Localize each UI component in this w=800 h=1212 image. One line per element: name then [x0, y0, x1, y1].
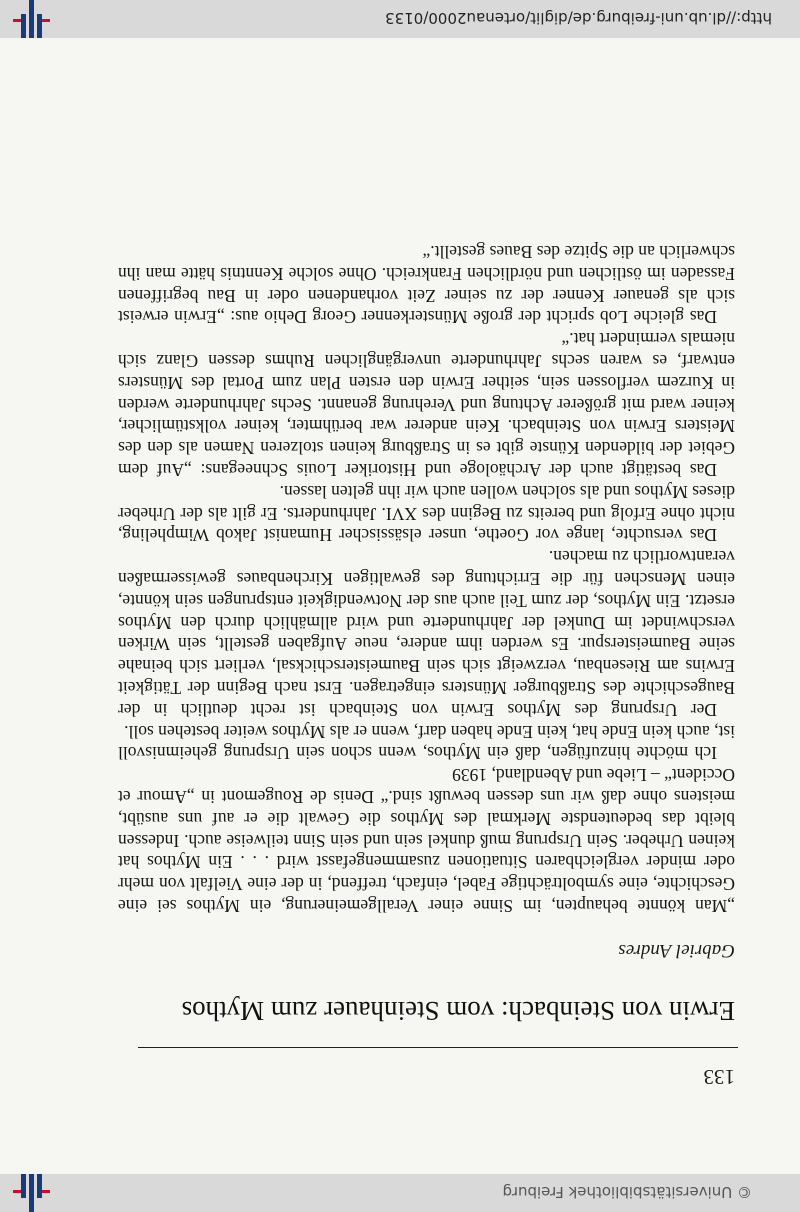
body-paragraph: „Man könnte behaupten, im Sinne einer Verallgemeinerung, ein Mythos sei eine Geschichte, eine symbolträchtige Fabel, einfach, treffend, in der eine Vielfalt von mehr oder minder vergleichbaren Situationen zusammengefasst wird . . . Ein Mythos hat keinen Urheber. Sein Ursprung muß dunkel sein und sein Sinn teilweise auch. Indessen bleibt das bedeutendste Merkmal des Mythos die Gewalt die er auf uns ausübt, meistens ohne daß wir uns dessen bewußt sind.“ Denis de Rougemont in „Amour et Occident“ – Liebe und Abendland, 1939 [118, 765, 735, 916]
page-number: 133 [703, 1065, 735, 1089]
ub-freiburg-logo-icon [12, 0, 52, 38]
ub-freiburg-logo-icon [12, 1174, 52, 1212]
article-title: Erwin von Steinbach: vom Steinhauer zum Mythos [181, 996, 735, 1026]
body-paragraph: Der Ursprung des Mythos Erwin von Steinbach ist recht deutlich in der Baugeschichte des Straßburger Münsters eingetragen. Erst nach Beginn der Tätigkeit Erwins am Riesenbau, verzweigt sich sein Baumeisterschicksal, verliert sich beinahe seine Baumeisterspur. Es werden ihm andere, neue Aufgaben gestellt, sein Wirken verschwindet im Dunkel der Jahrhunderte und wird allmählich durch den Mythos ersetzt. Ein Mythos, der zum Teil auch aus der Notwendigkeit entsprungen sein könnte, einen Menschen für die Errichtung des gewaltigen Kirchenbaues gewissermaßen verantwortlich zu machen. [118, 547, 735, 720]
author-name: Gabriel Andres [618, 940, 735, 961]
body-paragraph: Das gleiche Lob spricht der große Münsterkenner Georg Dehio aus: „Erwin erweist sich als genauer Kenner der zu seiner Zeit vorhandenen oder in Bau begriffenen Fassaden im östlichen und nördlichen Frankreich. Ohne solche Kenntnis hätte man ihn schwerlich an die Spitze des Baues gestellt.“ [118, 242, 735, 328]
permalink-url[interactable]: http://dl.ub.uni-freiburg.de/diglit/ortenau2000/0133 [385, 9, 772, 27]
title-divider [138, 1047, 738, 1048]
top-strip [0, 1174, 800, 1212]
copyright-notice: © Universitätsbibliothek Freiburg [502, 1183, 752, 1201]
body-paragraph: Das versuchte, lange vor Goethe, unser elsässischer Humanist Jakob Wimpheling, nicht ohne Erfolg und bereits zu Beginn des XVI. Jahrhunderts. Er gilt als der Urheber dieses Mythos und als solchen wollen auch wir ihn gelten lassen. [118, 481, 735, 546]
article-body [118, 240, 735, 916]
body-paragraph: Ich möchte hinzufügen, daß ein Mythos, wenn schon sein Ursprung geheimnisvoll ist, auch kein Ende hat, kein Ende haben darf, wenn er als Mythos weiter bestehen soll. [118, 721, 735, 764]
body-paragraph: Das bestätigt auch der Archäologe und Historiker Louis Schneegans: „Auf dem Gebiet der bildenden Künste gibt es in Straßburg keinen stolzeren Namen als den des Meisters Erwin von Steinbach. Kein anderer war berühmter, keiner volkstümlicher, keiner ward mit größerer Achtung und Verehrung genannt. Sechs Jahrhunderte werden in Kurzem verflossen sein, seither Erwin den ersten Plan zum Portal des Münsters entwarf, es waren sechs Jahrhunderte unvergänglichen Ruhms dessen Glanz sich niemals vermindert hat.“ [118, 329, 735, 481]
document-page [0, 38, 800, 1174]
bottom-strip [0, 0, 800, 38]
